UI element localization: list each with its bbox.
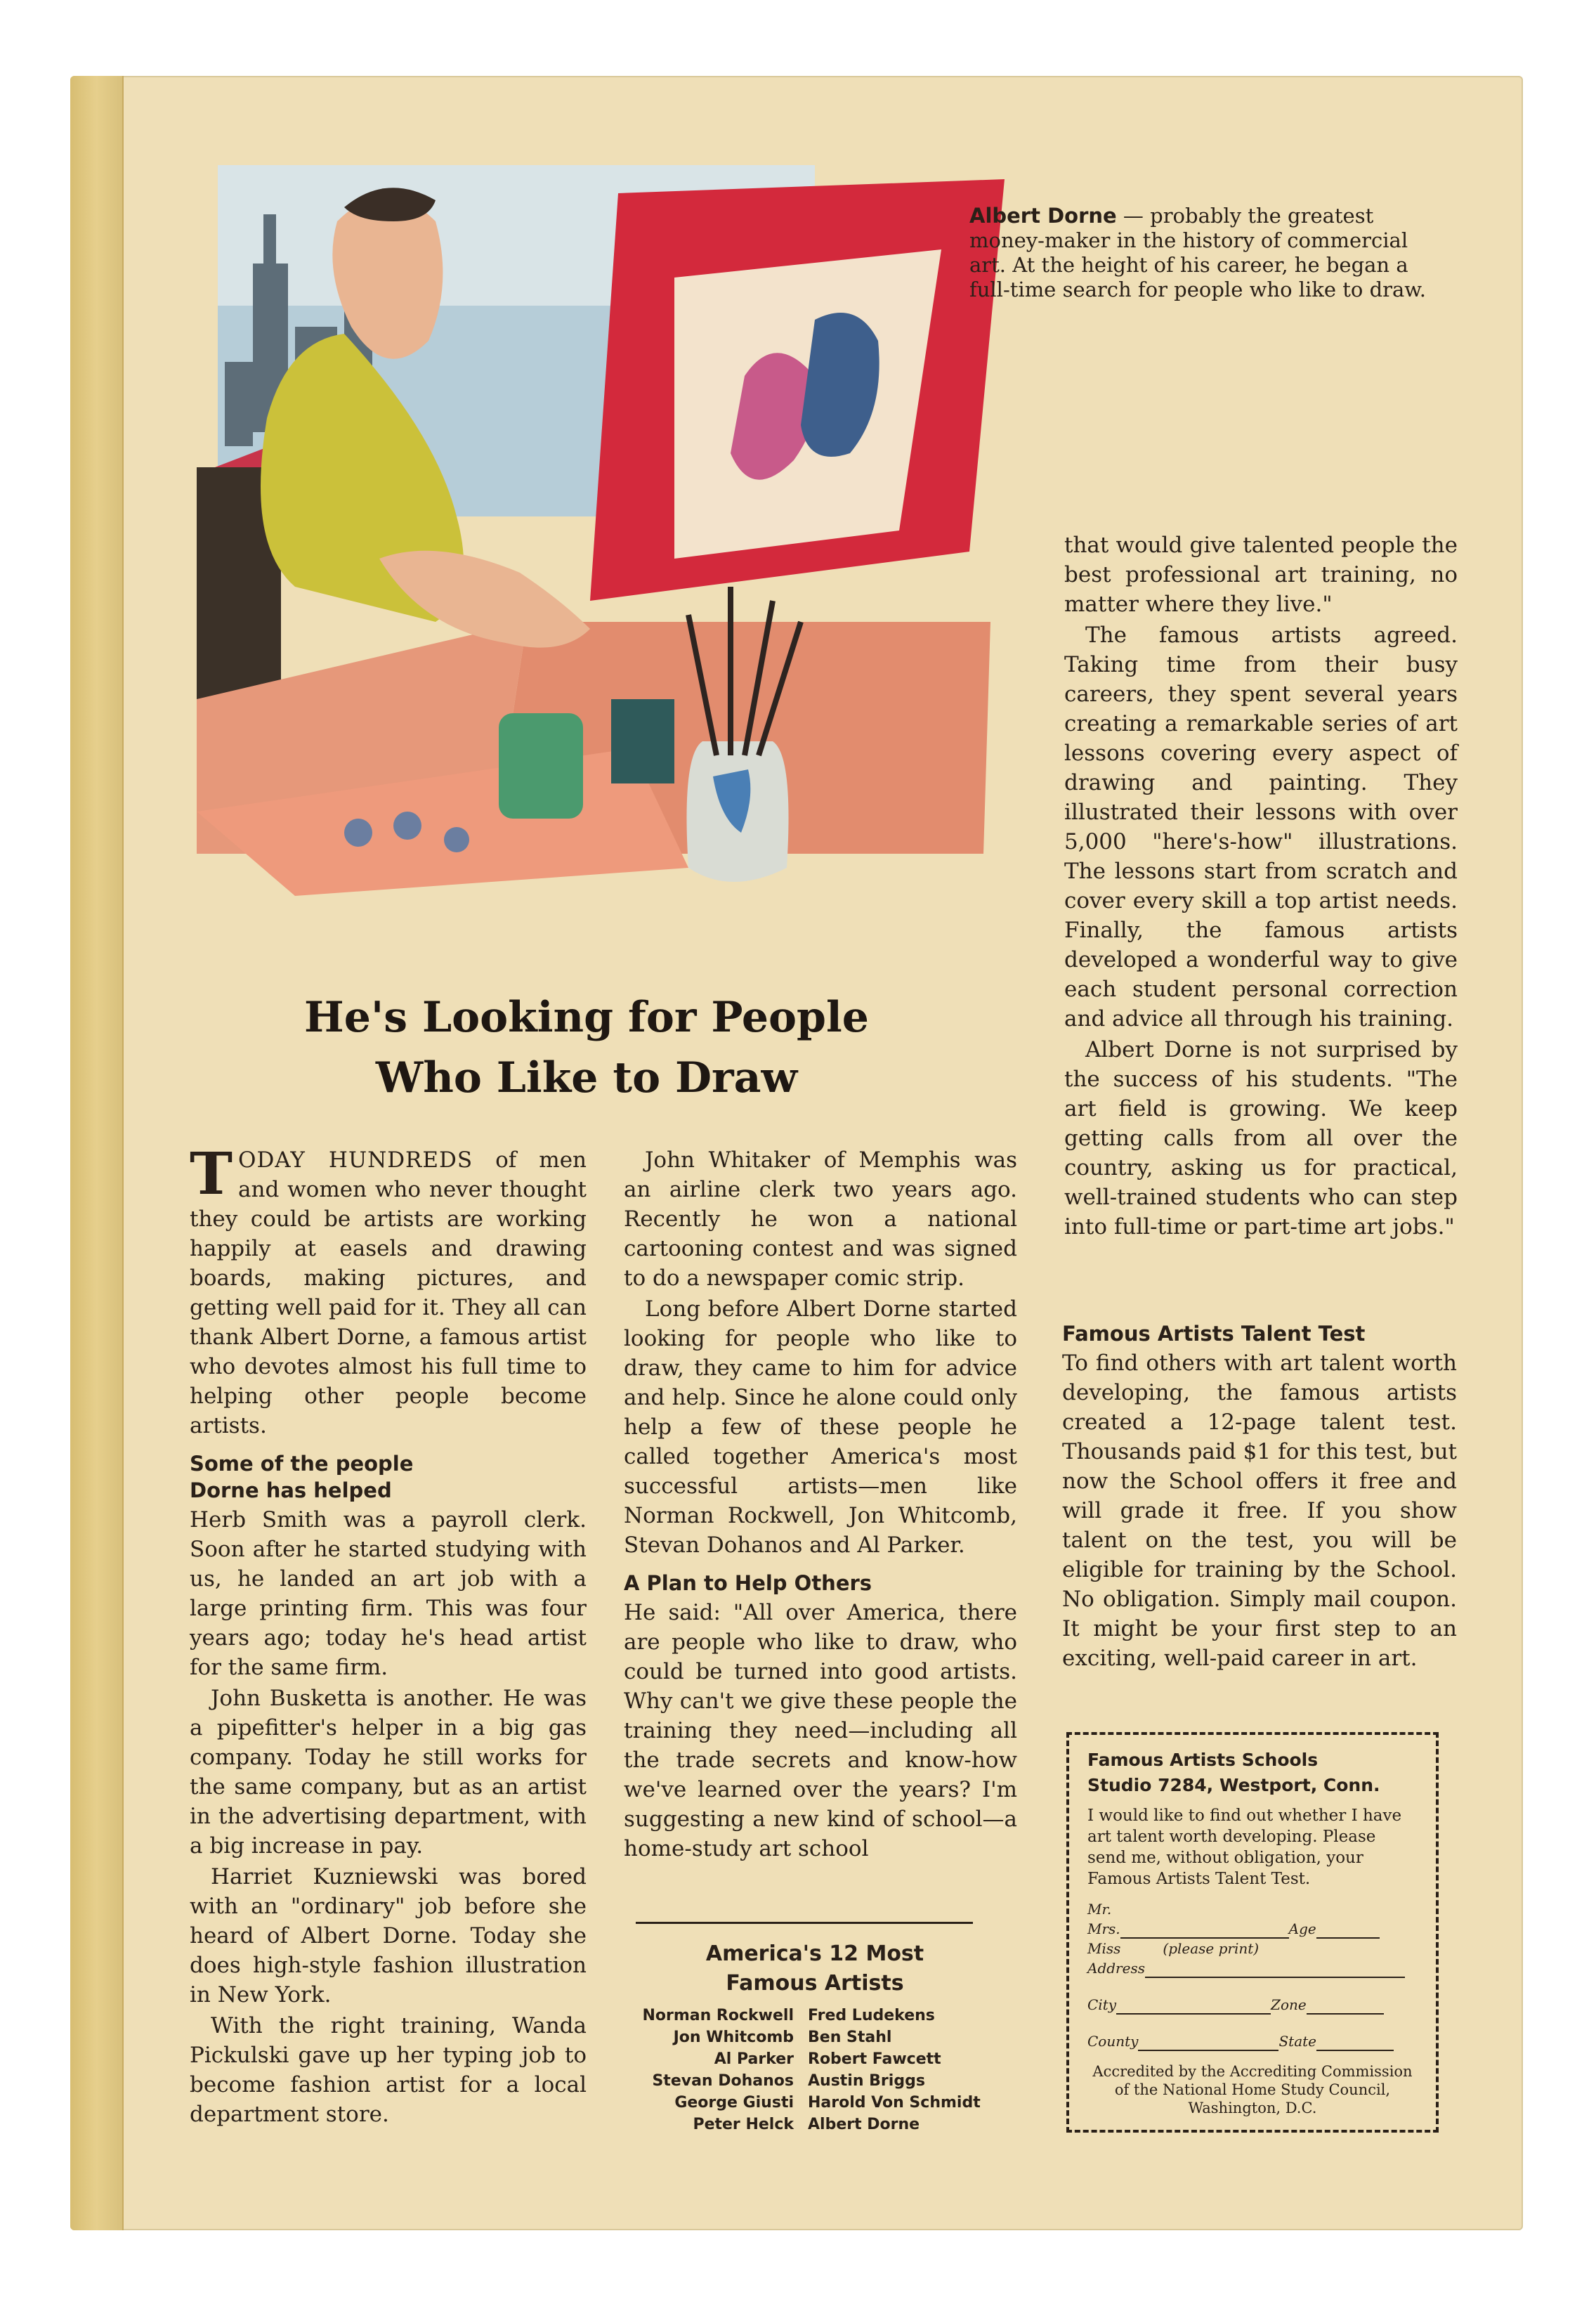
subheading-line-2: Dorne has helped [190,1478,392,1502]
artist-row [611,2026,1019,2048]
divider [636,1922,973,1924]
artist-name: Stevan Dohanos [652,2072,794,2090]
lead-caps: ODAY HUNDREDS [238,1147,473,1173]
accreditation-note: Accredited by the Accrediting Commission of the National Home Study Council, Washington, D.C. [1092,2063,1413,2116]
state-line[interactable] [1316,2050,1394,2051]
field-label-zone: Zone [1271,1996,1307,2013]
artist-name: Norman Rockwell [642,2007,794,2024]
subheading-line-1: Some of the people [190,1452,414,1476]
paragraph: Albert Dorne is not surprised by the success of his students. "The art field is growing. We keep getting calls from all over the country, asking us for practical, well-trained students who can step into full-time or part-time art jobs." [1064,1037,1458,1240]
artist-name: Fred Ludekens [808,2007,935,2024]
artist-name: Peter Helck [693,2116,794,2133]
drop-cap: T [190,1140,233,1208]
illustration-caption [969,204,1447,302]
paragraph: Harriet Kuzniewski was bored with an "ordinary" job before she heard of Albert Dorne. Today she does high-style fashion illustration in New York. [190,1864,587,2008]
page-spine [70,76,124,2230]
paragraph: John Whitaker of Memphis was an airline clerk two years ago. Recently he won a national cartooning contest and was signed to do a newspaper comic strip. [624,1147,1017,1291]
headline-line-2: Who Like to Draw [375,1053,798,1102]
caption-name: Albert Dorne [969,204,1117,228]
article-column-3-lower [1062,1310,1457,1674]
age-line[interactable] [1316,1937,1380,1939]
field-label-address: Address [1087,1960,1145,1977]
artist-row [611,2070,1019,2092]
field-label-miss: Miss [1087,1940,1121,1957]
artist-name: Jon Whitcomb [673,2029,794,2046]
artists-title-line-1: America's 12 Most [705,1941,924,1966]
coupon-school: Famous Artists Schools [1087,1750,1319,1770]
subheading: Famous Artists Talent Test [1062,1322,1366,1346]
city-line[interactable] [1116,2013,1271,2015]
paragraph [190,1140,587,1440]
county-line[interactable] [1138,2050,1278,2051]
headline [211,987,962,1108]
field-label-city: City [1087,1996,1117,2013]
field-label-age: Age [1288,1920,1316,1937]
coupon-studio: Studio 7284, Westport, Conn. [1087,1775,1380,1795]
artists-list [611,2005,1019,2135]
albert-dorne-illustration [197,165,1019,991]
artist-name: Ben Stahl [808,2029,892,2046]
artist-name: Robert Fawcett [808,2050,941,2068]
artists-title-line-2: Famous Artists [726,1971,904,1996]
artist-row [611,2005,1019,2026]
artist-name: Harold Von Schmidt [808,2094,981,2112]
article-column-3 [1064,531,1458,1243]
artists-box-title [618,1939,1012,1998]
paragraph: Herb Smith was a payroll clerk. Soon after he started studying with us, he landed an art job with a large printing firm. This was four years ago; today he's head artist for the same firm. [190,1507,587,1680]
artist-name: George Giusti [674,2094,794,2112]
paragraph: With the right training, Wanda Pickulski gave up her typing job to become fashion artist for a local department store. [190,2013,587,2127]
caption-text: — probably the greatest money-maker in the history of commercial art. At the height of his career, he began a full-time search for people who like to draw. [969,204,1426,301]
subheading [190,1450,587,1504]
address-line[interactable] [1145,1977,1405,1978]
article-column-1 [190,1140,587,2130]
please-print-note: (please print) [1163,1940,1260,1957]
paragraph: Long before Albert Dorne started looking for people who like to draw, they came to him for advice and help. Since he alone could only help a few of these people he called together America's most successful artists—men like Norman Rockwell, Jon Whitcomb, Stevan Dohanos and Al Parker. [624,1296,1017,1558]
field-label-mr: Mr. [1087,1901,1112,1918]
subheading: A Plan to Help Others [624,1571,872,1595]
coupon-name-fields [1087,1899,1418,2051]
article-column-2 [624,1145,1017,1865]
headline-line-1: He's Looking for People [304,993,869,1042]
artist-row [611,2048,1019,2070]
paragraph: that would give talented people the best professional art training, no matter where they live." [1064,533,1458,617]
artist-row [611,2114,1019,2135]
artist-name: Albert Dorne [808,2116,920,2133]
paragraph: To find others with art talent worth developing, the famous artists created a 12-page talent test. Thousands paid $1 for this test, but now the School offers it free and will grade it free. If you show talent on the test, you will be eligible for training by the School. No obligation. Simply mail coupon. It might be your first step to an exciting, well-paid career in art. [1062,1351,1457,1671]
mail-coupon[interactable] [1066,1732,1439,2133]
paragraph: John Busketta is another. He was a pipefitter's helper in a big gas company. Today he still works for the same company, but as an artist in the advertising department, with a big increase in pay. [190,1686,587,1859]
artist-name: Al Parker [714,2050,794,2068]
field-label-mrs: Mrs. [1087,1920,1120,1937]
field-label-county: County [1087,2033,1139,2050]
paragraph: He said: "All over America, there are people who like to draw, who could be turned into good artists. Why can't we give these people the training they need—including all the trade secrets and know-how we've learned over the years? I'm suggesting a new kind of school—a home-study art school [624,1600,1017,1861]
paragraph-text: of men and women who never thought they could be artists are working happily at easels and drawing boards, making pictures, and getting well paid for it. They all can thank Albert Dorne, a famous artist who devotes almost his full time to helping other people become artists. [190,1147,587,1438]
artist-row [611,2092,1019,2114]
field-label-state: State [1278,2033,1316,2050]
zone-line[interactable] [1307,2013,1384,2015]
artist-name: Austin Briggs [808,2072,925,2090]
coupon-body: I would like to find out whether I have art talent worth developing. Please send me, without obligation, your Famous Artists Talent Test. [1087,1807,1402,1888]
paragraph: The famous artists agreed. Taking time from their busy careers, they spent several years creating a remarkable series of art lessons covering every aspect of drawing and painting. They illustrated their lessons with over 5,000 "here's-how" illustrations. The lessons start from scratch and cover every skill a top artist needs. Finally, the famous artists developed a wonderful way to give each student personal correction and advice all through his training. [1064,623,1458,1032]
